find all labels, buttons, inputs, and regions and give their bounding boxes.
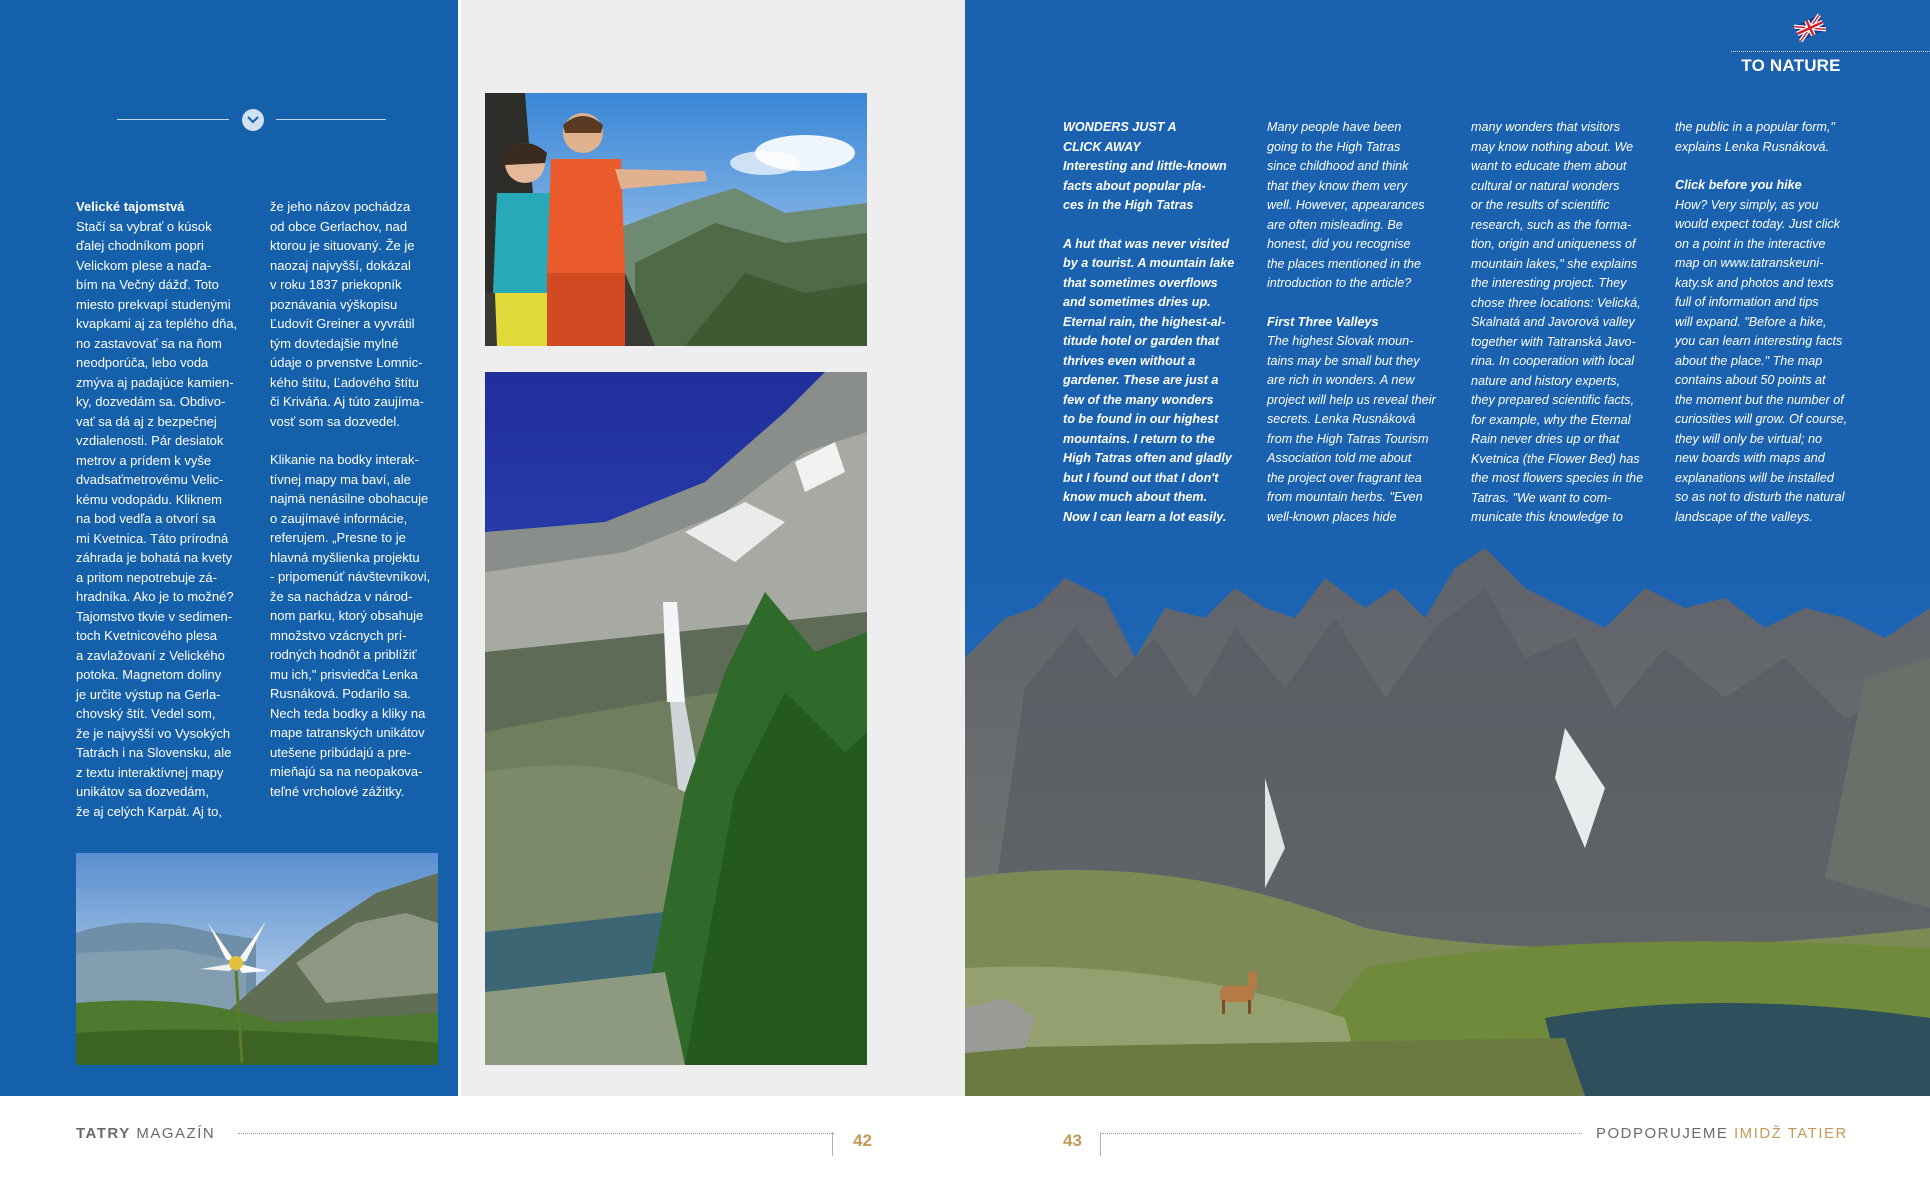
- waterfall-valley-photo: [485, 372, 867, 1065]
- left-page-number: 42: [853, 1131, 872, 1150]
- en-paragraph: the public in a popular form," explains Lenka Rusnáková.: [1675, 120, 1835, 154]
- en-heading: First Three Valleys: [1267, 314, 1379, 329]
- en-paragraph: Many people have been going to the High Tatras since childhood and think that they know them very well. However, appearances are often misleading. Be honest, did you recognise the places mentioned in the introduction to the article?: [1267, 120, 1425, 290]
- sk-paragraph: že jeho názov pochádza od obce Gerlachov, nad ktorou je situovaný. Že je naozaj najvyšší, dokázal v roku 1837 priekopník poznávania výškopisu Ľudovít Greiner a vyvrátil tým dovtedajšie mylné údaje o prvenstve Lomnic- kého štítu, Ľadového štítu či Kriváňa. Aj túto zaujíma- vosť som sa dozvedel.: [270, 199, 424, 429]
- article-subtitle: Interesting and little-known facts about popular pla- ces in the High Tatras: [1063, 159, 1227, 212]
- ornament-line-right: [276, 119, 386, 120]
- en-paragraph: How? Very simply, as you would expect today. Just click on a point in the interactive map on www.tatranskeuni- katy.sk and photos and texts full of information and tips will expand. "Before a hike, you can learn interesting facts about the place." The map contains about 50 points at the moment but the number of curiosities will grow. Of course, they will only be virtual; no new boards with maps and explanations will be installed so as not to disturb the natural landscape of the valleys.: [1675, 197, 1848, 524]
- footer-brand: [76, 1125, 215, 1142]
- footer-slogan-part1: PODPORUJEME: [1596, 1125, 1735, 1142]
- uk-flag-icon: [1794, 12, 1826, 44]
- sk-heading: Velické tajomstvá: [76, 199, 185, 214]
- en-column-4: [1675, 118, 1871, 527]
- footer-tick-right: [1100, 1132, 1101, 1156]
- section-rule: [1731, 51, 1930, 52]
- en-column-1: [1063, 118, 1247, 527]
- footer-tick-left: [832, 1132, 833, 1156]
- flower-photo: [76, 853, 438, 1065]
- footer-brand-bold: TATRY: [76, 1125, 131, 1142]
- sk-column-1: [76, 197, 260, 821]
- sk-paragraph: Klikanie na bodky interak- tívnej mapy ma baví, ale najmä nenásilne obohacuje o zaujímavé informácie, referujem. „Presne to je hlavná myšlienka projektu - pripomenúť návštevníkovi, že sa nachádza v národ- nom parku, ktorý obsahuje množstvo vzácnych prí- rodných hodnôt a priblížiť mu ich," prisviedča Lenka Rusnáková. Podarilo sa. Nech teda bodky a kliky na mape tatranských unikátov utešene pribúdajú a pre- mieňajú sa na neopakova- teľné vrcholové zážitky.: [270, 452, 431, 799]
- sk-column-2: [270, 197, 460, 801]
- ornament-chevron-down-icon: [242, 109, 264, 131]
- footer-dotted-rule-left: [238, 1133, 834, 1134]
- en-paragraph: many wonders that visitors may know nothing about. We want to educate them about cultural or natural wonders or the results of scientific research, such as the forma- tion, origin and uniqueness of mountain lakes," she explains the interesting project. They chose three locations: Velická, Skalnatá and Javorová valley together with Tatranská Javo- rina. In cooperation with local nature and history experts, they prepared scientific facts, for example, why the Eternal Rain never dries up or that Kvetnica (the Flower Bed) has the most flowers species in the Tatras. "We want to com- municate this knowledge to: [1471, 120, 1644, 524]
- section-label: TO NATURE: [1741, 56, 1841, 75]
- hikers-photo: [485, 93, 867, 346]
- en-column-3: [1471, 118, 1667, 528]
- ornament-line-left: [117, 119, 229, 120]
- footer-slogan: [1596, 1125, 1848, 1142]
- en-heading: Click before you hike: [1675, 178, 1802, 192]
- sk-paragraph: Stačí sa vybrať o kúsok ďalej chodníkom popri Velickom plese a naďa- bím na Večný dážď. Toto miesto prekvapí studenými kvapkami aj za teplého dňa, no zastavovať sa na ňom neodporúča, lebo voda zmýva aj padajúce kamien- ky, dozvedám sa. Obdivo- vať sa dá aj z bezpečnej vzdialenosti. Pár desiatok metrov a prídem k vyše dvadsaťmetrovému Velic- kému vodopádu. Kliknem na bod vedľa a otvorí sa mi Kvetnica. Táto prírodná záhrada je bohatá na kvety a pritom nepotrebuje zá- hradníka. Ako je to možné? Tajomstvo tkvie v sedimen- toch Kvetnicového plesa a zavlažovaní z Velického potoka. Magnetom doliny je určite výstup na Gerla- chovský štít. Vedel som, že je najvyšší vo Vysokých Tatrách i na Slovensku, ale z textu interaktívnej mapy unikátov sa dozvedám, že aj celých Karpát. Aj to,: [76, 218, 238, 819]
- mountain-panorama-photo: [965, 548, 1930, 1096]
- footer-brand-light: MAGAZÍN: [130, 1125, 216, 1142]
- en-column-2: [1267, 118, 1459, 527]
- right-page-number: 43: [1063, 1131, 1082, 1150]
- footer-slogan-part2: IMIDŽ TATIER: [1734, 1125, 1848, 1142]
- article-title: WONDERS JUST A CLICK AWAY: [1063, 120, 1177, 154]
- en-paragraph: The highest Slovak moun- tains may be small but they are rich in wonders. A new project will help us reveal their secrets. Lenka Rusnáková from the High Tatras Tourism Association told me about the project over fragrant tea from mountain herbs. "Even well-known places hide: [1267, 334, 1436, 524]
- article-lead: A hut that was never visited by a tourist. A mountain lake that sometimes overflows and sometimes dries up. Eternal rain, the highest-al- titude hotel or garden that thrives even without a gardener. These are just a few of the many wonders to be found in our highest mountains. I return to the High Tatras often and gladly but I found out that I don't know much about them. Now I can learn a lot easily.: [1063, 236, 1235, 524]
- footer-dotted-rule-right: [1102, 1133, 1582, 1134]
